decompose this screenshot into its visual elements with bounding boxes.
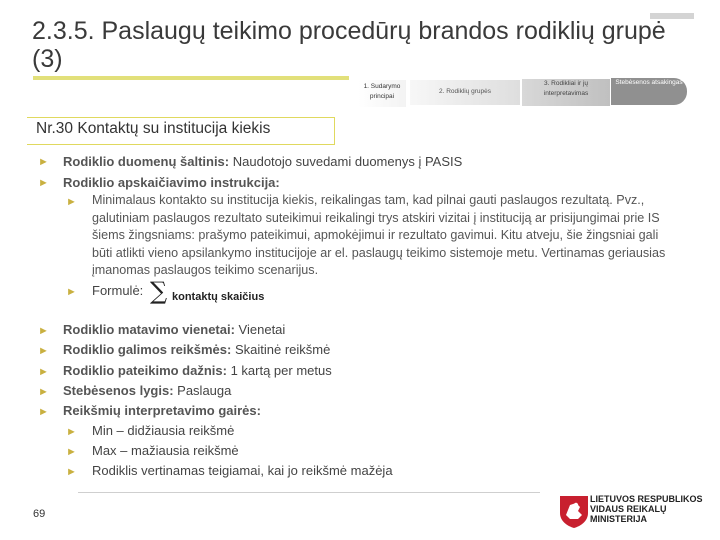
step-2[interactable]: 2. Rodiklių grupės bbox=[410, 80, 520, 105]
subheading: Nr.30 Kontaktų su institucija kiekis bbox=[36, 120, 271, 137]
interp-row bbox=[63, 402, 261, 420]
bullet-arrow-icon: ► bbox=[38, 325, 49, 337]
calc-text: Minimalaus kontakto su institucija kiekis, reikalingas tam, kad pilnai gauti paslaugos rezultatą. Pvz., galutiniam paslaugos rezultato suteikimui reikalingi trys atskiri vizitai į instituciją ar prisijungimai prie IS šiems žingsniams: prašymo pateikimui, apmokėjimui ir rezultato gavimui. Kitu atveju, šie žingsniai gali būti atlikti vieno apsilankymo institucijoje ar el. paslaugų teikimo sistemoje metu. Vertinamas geriausias įmanomas paslaugos teikimo scenarijus. bbox=[92, 193, 666, 278]
ministry-line: MINISTERIJA bbox=[590, 514, 648, 524]
bullet-arrow-icon: ► bbox=[38, 406, 49, 418]
unit-label: Rodiklio matavimo vienetai: bbox=[63, 322, 235, 337]
sigma-symbol: ∑ bbox=[150, 277, 168, 305]
title-underline bbox=[33, 76, 349, 80]
interp-item: Rodiklis vertinamas teigiamai, kai jo reikšmė mažėja bbox=[92, 463, 393, 478]
bullet-arrow-icon: ► bbox=[38, 345, 49, 357]
freq-value: 1 kartą per metus bbox=[226, 363, 332, 378]
range-value: Skaitinė reikšmė bbox=[231, 342, 331, 357]
interp-item: Max – mažiausia reikšmė bbox=[92, 443, 239, 458]
step-1[interactable]: 1. Sudarymo principai bbox=[358, 80, 406, 107]
page-number: 69 bbox=[33, 508, 46, 520]
bullet-arrow-icon: ► bbox=[38, 386, 49, 398]
freq-row bbox=[63, 362, 332, 380]
sub-bullet-arrow-icon: ► bbox=[66, 196, 77, 208]
range-row bbox=[63, 341, 330, 359]
sub-bullet-arrow-icon: ► bbox=[66, 446, 77, 458]
step-3[interactable]: 3. Rodikliai ir jų interpretavimas bbox=[522, 79, 610, 106]
level-label: Stebėsenos lygis: bbox=[63, 383, 174, 398]
unit-value: Vienetai bbox=[234, 322, 286, 337]
footer-divider bbox=[78, 492, 540, 493]
bullet-arrow-icon: ► bbox=[38, 156, 49, 168]
ministry-name bbox=[590, 494, 703, 524]
source-label: Rodiklio duomenų šaltinis: bbox=[63, 154, 230, 169]
formula-label: Formulė: bbox=[92, 283, 144, 298]
source-row bbox=[63, 153, 462, 171]
level-row bbox=[63, 382, 231, 400]
sub-bullet-arrow-icon: ► bbox=[66, 466, 77, 478]
unit-row bbox=[63, 321, 285, 339]
ministry-line: VIDAUS REIKALŲ bbox=[590, 504, 667, 514]
formula-text: kontaktų skaičius bbox=[172, 291, 265, 303]
bullet-arrow-icon: ► bbox=[38, 177, 49, 189]
freq-label: Rodiklio pateikimo dažnis: bbox=[63, 363, 227, 378]
calc-row bbox=[63, 174, 280, 192]
interp-item: Min – didžiausia reikšmė bbox=[92, 423, 235, 438]
level-value: Paslauga bbox=[173, 383, 232, 398]
interp-label: Reikšmių interpretavimo gairės: bbox=[63, 403, 261, 418]
ministry-line: LIETUVOS RESPUBLIKOS bbox=[590, 494, 703, 504]
sub-bullet-arrow-icon: ► bbox=[66, 426, 77, 438]
step-4[interactable]: Stebėsenos atsakingas bbox=[611, 78, 687, 105]
range-label: Rodiklio galimos reikšmės: bbox=[63, 342, 232, 357]
sub-bullet-arrow-icon: ► bbox=[66, 286, 77, 298]
formula-image bbox=[150, 277, 275, 309]
source-value: Naudotojo suvedami duomenys į PASIS bbox=[229, 154, 463, 169]
calc-label: Rodiklio apskaičiavimo instrukcija: bbox=[63, 175, 280, 190]
bullet-arrow-icon: ► bbox=[38, 366, 49, 378]
coat-of-arms-logo-icon bbox=[556, 493, 592, 529]
page-title: 2.3.5. Paslaugų teikimo procedūrų brandos rodiklių grupė (3) bbox=[32, 17, 666, 73]
